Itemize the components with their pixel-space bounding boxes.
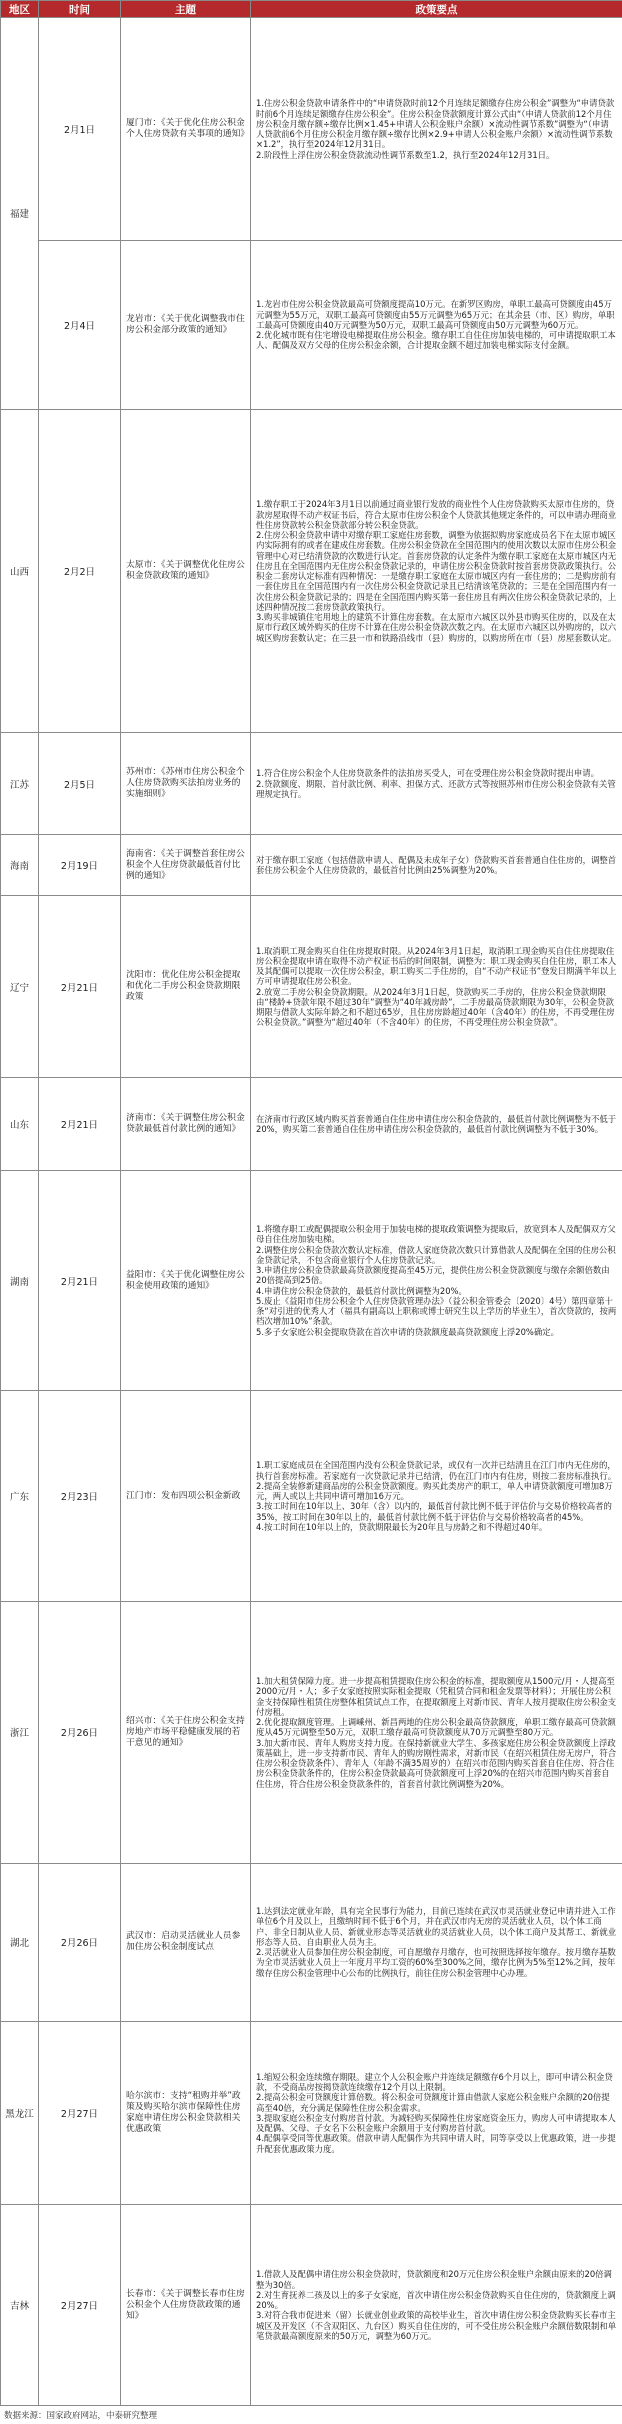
region-cell: 湖南: [1, 1170, 39, 1390]
date-cell: 2月5日: [39, 733, 121, 835]
policy-row: [1, 1863, 622, 2021]
subject-cell: 长春市：《关于调整长春市住房公积金个人住房贷款政策的通知》: [121, 2205, 251, 2406]
policy-row: [1, 1170, 622, 1390]
policy-point: 3.购买非城镇住宅用地上的建筑不计算住房套数。在太原市六城区以外县市购买住房的，以及在太原市行政区域外购买的住房不计算在住房公积金贷款次数之内。在太原市六城区以外购房的，以六城区购房套数认定；在三县一市和铁路沿线市（县）购房的，以购房所在市（县）房屋套数认定。: [256, 612, 617, 643]
points-cell: [251, 2021, 622, 2205]
policy-row: [1, 241, 622, 410]
subject-cell: 苏州市：《苏州市住房公积金个人住房贷款购买法拍房业务的实施细则》: [121, 733, 251, 835]
date-cell: 2月2日: [39, 409, 121, 733]
date-cell: 2月21日: [39, 1078, 121, 1171]
subject-cell: 海南省：《关于调整首套住房公积金个人住房贷款最低首付比例的通知》: [121, 835, 251, 896]
subject-cell: 沈阳市：优化住房公积金提取和优化二手房公积金贷款期限政策: [121, 895, 251, 1077]
policy-point: 1.缩短公积金连续缴存期限。建立个人公积金账户并连续足额缴存6个月以上，即可申请公积金贷款，不受商品房按揭贷款连续缴存12个月以上限制。: [256, 2071, 613, 2093]
policy-point: 3.提取家庭公积金支付购房首付款。为减轻购买保障性住房家庭资金压力，购房人可申请提取本人及配偶、父母、子女名下公积金账户余额用于支付购房首付款。: [256, 2112, 616, 2134]
subject-cell: 益阳市：《关于优化调整住房公积金使用政策的通知》: [121, 1170, 251, 1390]
region-cell: 湖北: [1, 1863, 39, 2021]
policy-point: 1.符合住房公积金个人住房贷款条件的法拍房买受人，可在受理住房公积金贷款时提出申请。: [256, 768, 599, 779]
date-cell: 2月21日: [39, 895, 121, 1077]
subject-cell: 哈尔滨市：支持“租购并举”政策及购买哈尔滨市保障性住房家庭申请住房公积金贷款相关优惠政策: [121, 2021, 251, 2205]
policy-point: 3.按工时间在10年以上、30年（含）以内的，最低首付款比例不低于评估价与交易价格较高者的35%，按工时间在30年以上的，最低首付款比例不低于评估价与交易价格较高者的45%。: [256, 1501, 612, 1522]
points-cell: [251, 1170, 622, 1390]
date-cell: 2月27日: [39, 2021, 121, 2205]
policy-point: 2.住房公积金贷款申请中对缴存职工家庭住房套数，调整为依据拟购房家庭成员名下在太原市城区内实际拥有的或者在建成住房套数。住房公积金贷款在全国范围内的使用次数以太原市住房公积金管理中心对已结清贷款的次数进行认定。首套房贷款的认定条件为缴存职工家庭在太原市城区内无住房且在全国范围内无住房公积金贷款记录的，申请住房公积金贷款时按首套房贷款政策执行。公积金二套房认定标准有四种情况：一是缴存职工家庭在太原市城区内有一套住房的；二是购房前有一套住房且在全国范围内有一次住房公积金贷款记录且已结清该笔贷款的；三是在全国范围内有一次住房公积金贷款记录的；四是在全国范围内购买第一套住房且有两次住房公积金贷款记录的，上述四种情况按二套房贷款政策执行。: [256, 530, 617, 612]
date-cell: 2月23日: [39, 1391, 121, 1602]
points-cell: [251, 1863, 622, 2021]
region-cell: 吉林: [1, 2205, 39, 2406]
date-cell: 2月1日: [39, 18, 121, 241]
policy-point: 4.配偶享受同等优惠政策。借款申请人配偶作为共同申请人时，同等享受以上优惠政策，进一步提升配套优惠政策力度。: [256, 2133, 616, 2154]
policy-point: 2.放宽二手房公积金贷款期限。从2024年3月1日起，贷款购买二手房的，住房公积金贷款期限由“楼龄+贷款年限不超过30年”调整为“40年减房龄”，二手房最高贷款期限为30年，公积金贷款期限与借款人实际年龄之和不超过65岁，且住房房龄超过40年（含40年）的住房，不再受理住房公积金贷款。”调整为“超过40年（不含40年）的住房，不再受理住房公积金贷款”。: [256, 986, 615, 1028]
date-cell: 2月27日: [39, 2205, 121, 2406]
policy-point: 1.将缴存职工或配偶提取公积金用于加装电梯的提取政策调整为提取后，放宽到本人及配偶双方父母自住住房加装电梯。: [256, 1224, 616, 1245]
subject-cell: 江门市：发布四项公积金新政: [121, 1391, 251, 1602]
points-cell: [251, 835, 622, 896]
region-cell: 福建: [1, 18, 39, 410]
region-cell: 浙江: [1, 1602, 39, 1863]
policy-point: 2.提高公积金可贷额度计算倍数。将公积金可贷额度计算由借款人家庭公积金账户余额的20倍提高至40倍，充分满足保障性住房公积金需求。: [256, 2092, 610, 2113]
region-cell: 广东: [1, 1391, 39, 1602]
region-cell: 辽宁: [1, 895, 39, 1077]
header-points: 政策要点: [251, 1, 622, 18]
policy-row: [1, 835, 622, 896]
points-cell: [251, 2205, 622, 2406]
region-cell: 海南: [1, 835, 39, 896]
policy-point: 1.借款人及配偶申请住房公积金贷款时，贷款额度和20万元住房公积金账户余额由原来的20倍调整为30倍。: [256, 2269, 612, 2290]
date-cell: 2月21日: [39, 1170, 121, 1390]
policy-point: 3.加大新市民、青年人购房支持力度。在保持新就业大学生、多孩家庭住房公积金贷款额度上浮政策基础上，进一步支持新市民、青年人的购房刚性需求，对新市民（在绍兴租赁住房无房户，符合住房公积金贷款条件）、青年人（年龄不满35周岁的）在绍兴市范围内购买首套自住住房、符合住房公积金贷款条件的，住房公积金贷款最高可贷款额度可上浮20%的在绍兴市范围内购买首套自住住房，符合住房公积金贷款条件的，首套首付款比例调整为20%。: [256, 1737, 617, 1789]
header-date: 时间: [39, 1, 121, 18]
policy-point: 2.优化提取额度管理。上调嵊州、新昌两地的住房公积金最高贷款额度，单职工缴存最高可贷款额度从45万元调整至50万元，双职工缴存最高可贷款额度从70万元调整至80万元。: [256, 1717, 616, 1738]
policy-point: 2.贷款额度、期限、首付款比例、利率、担保方式、还款方式等按照苏州市住房公积金贷款有关管理规定执行。: [256, 778, 616, 799]
subject-cell: 绍兴市：《关于住房公积金支持房地产市场平稳健康发展的若干意见的通知》: [121, 1602, 251, 1863]
policy-point: 2.阶段性上浮住房公积金贷款流动性调节系数至1.2，执行至2024年12月31日。: [256, 149, 555, 160]
date-cell: 2月26日: [39, 1602, 121, 1863]
policy-point: 1.缴存职工于2024年3月1日以前通过商业银行发放的商业性个人住房贷款购买太原市住房的，贷款房屋取得不动产权证书后，符合太原市住房公积金个人贷款其他规定条件的，可以申请办理商业性住房贷款转公积金贷款部分转公积金贷款。: [256, 499, 617, 530]
subject-cell: 厦门市：《关于优化住房公积金个人住房贷款有关事项的通知》: [121, 18, 251, 241]
header-row: [1, 1, 622, 18]
points-cell: [251, 733, 622, 835]
points-cell: [251, 241, 622, 410]
subject-cell: 武汉市：启动灵活就业人员参加住房公积金制度试点: [121, 1863, 251, 2021]
policy-row: [1, 895, 622, 1077]
subject-cell: 龙岩市：《关于优化调整我市住房公积金部分政策的通知》: [121, 241, 251, 410]
policy-point: 2.灵活就业人员参加住房公积金制度，可自愿缴存月缴存，也可按照选择按年缴存。按月缴存基数为全市灵活就业人员上一年度月平均工资的60%至300%之间，缴存比例为5%至12%之间，按年缴存住房公积金管理中心公布的比例执行，前往住房公积金管理中心办理。: [256, 1947, 616, 1978]
policy-row: [1, 409, 622, 733]
points-cell: [251, 409, 622, 733]
region-cell: 江苏: [1, 733, 39, 835]
policy-point: 4.申请住房公积金贷款的，最低首付款比例调整为20%。: [256, 1285, 467, 1296]
policy-row: [1, 1078, 622, 1171]
policy-point: 2.优化城市既有住宅增设电梯提取住房公积金。缴存职工自住住房加装电梯的，可申请提取职工本人、配偶及双方父母的住房公积金余额，合计提取金额不超过加装电梯实际支付金额。: [256, 330, 616, 351]
policy-point: 4.按工时间在10年以上的，贷款期限最长为20年且与房龄之和不得超过40年。: [256, 1521, 548, 1532]
policy-point: 5.多子女家庭公积金提取贷款在首次申请的贷款额度最高贷款额度上浮20%确定。: [256, 1326, 559, 1337]
points-cell: [251, 18, 622, 241]
policy-point: 对于缴存职工家庭（包括借款申请人、配偶及未成年子女）贷款购买首套普通自住住房的，调整首套住房公积金个人住房贷款的，最低首付比例由25%调整为20%。: [256, 854, 617, 876]
policy-table-body: [1, 18, 622, 2406]
policy-point: 1.取消职工现金购买自住住房提取时限。从2024年3月1日起，取消职工现金购买自住住房提取住房公积金提取申请在取得不动产权证书后的时间限制，调整为：职工现金购买自住住房，职工本人及其配偶可以提取一次住房公积金，职工购买二手住房的，自“不动产权证书”登发日期满半年以上方可申请提取住房公积金。: [256, 945, 617, 987]
policy-point: 1.龙岩市住房公积金贷款最高可贷额度提高10万元。在新罗区购房，单职工最高可贷额度由45万元调整为55万元，双职工最高可贷额度由55万元调整为65万元；在其余县（市、区）购房，单职工最高可贷额度由40万元调整为50万元，双职工最高可贷额度由50万元调整为60万元。: [256, 299, 615, 330]
policy-point: 1.住房公积金贷款申请条件中的“申请贷款时前12个月连续足额缴存住房公积金”调整为“申请贷款时前6个月连续足额缴存住房公积金”。住房公积金贷款额度计算公式由“（申请人贷款前12个月住房公积金月缴存额÷缴存比例×1.45+申请人公积金账户余额）×流动性调节系数”调整为“（申请人贷款前6个月住房公积金月缴存额÷缴存比例×2.9+申请人公积金账户余额）×流动性调节系数×1.2”，执行至2024年12月31日。: [256, 98, 615, 150]
policy-point: 2.对生育抚养二孩及以上的多子女家庭，首次申请住房公积金贷款购买自住住房的，贷款额度上调20%。: [256, 2289, 616, 2311]
policy-point: 2.调整住房公积金贷款次数认定标准，借款人家庭贷款次数只计算借款人及配偶在全国的住房公积金贷款记录，不包含商业银行个人住房贷款记录。: [256, 1244, 616, 1265]
date-cell: 2月26日: [39, 1863, 121, 2021]
region-cell: 山东: [1, 1078, 39, 1171]
policy-point: 1.达到法定就业年龄，具有完全民事行为能力，目前已连续在武汉市灵活就业登记申请并进入工作单位6个月及以上，且缴纳时间不低于6个月，并在武汉市内无房的灵活就业人员，以个体工商户、非全日制从业人员、新就业形态等灵活就业的灵活就业人员，以个体工商户及其帮工、新就业形态等人员、自由职业人员为主。: [256, 1906, 617, 1947]
region-cell: 黑龙江: [1, 2021, 39, 2205]
policy-row: [1, 1602, 622, 1863]
region-cell: 山西: [1, 409, 39, 733]
policy-point: 2.提高全装修新建商品房的公积金贷款额度。购买此类房产的职工，单人申请贷款额度可增加8万元，两人或以上共同申请可增加16万元。: [256, 1480, 613, 1502]
policy-row: [1, 18, 622, 241]
date-cell: 2月19日: [39, 835, 121, 896]
policy-row: [1, 2205, 622, 2406]
policy-row: [1, 733, 622, 835]
subject-cell: 济南市：《关于调整住房公积金贷款最低首付款比例的通知》: [121, 1078, 251, 1171]
policy-point: 3.对符合我市促进来（留）长就业创业政策的高校毕业生，首次申请住房公积金贷款购买长春市主城区及开发区（不含双阳区、九台区）购买自住住房的，可不受住房公积金账户余额倍数限制和单笔贷款最高额度原来的50万元，调整为60万元。: [256, 2310, 617, 2341]
subject-cell: 太原市：《关于调整优化住房公积金贷款政策的通知》: [121, 409, 251, 733]
points-cell: [251, 895, 622, 1077]
policy-point: 5.废止《益阳市住房公积金个人住房贷款管理办法》（益公积金管委会〔2020〕4号）第四章第十条“对引进的优秀人才（福具有副高以上职称或博士研究生以上学历的毕业生），首次贷款的，按两档次增加10%”条款。: [256, 1295, 617, 1327]
policy-row: [1, 1391, 622, 1602]
points-cell: [251, 1391, 622, 1602]
date-cell: 2月4日: [39, 241, 121, 410]
header-region: 地区: [1, 1, 39, 18]
source-note: 数据来源：国家政府网站，中泰研究整理: [4, 2411, 158, 2421]
points-cell: [251, 1602, 622, 1863]
policy-point: 1.加大租赁保障力度。进一步提高租赁提取住房公积金的标准，提取额度从1500元/月・人提高至2000元/月・人；多子女家庭按照实际租金提取（凭租赁合同和租金发票等材料）；开展住房公积金支持保障性租赁住房整体租赁试点工作，在提取额度上对新市民、青年人按月提取住房公积金支付房租。: [256, 1676, 617, 1717]
header-subject: 主题: [121, 1, 251, 18]
policy-point: 3.申请住房公积金贷款最高贷款额度提高至45万元，提供住房公积金贷款额度与缴存余额倍数由20倍提高到25倍。: [256, 1265, 610, 1286]
policy-point: 1.职工家庭成员在全国范围内没有公积金贷款记录，或仅有一次并已结清且在江门市内无住房的，执行首套房标准。若家庭有一次贷款记录并已结清，仍在江门市内有住房，则按二套房标准执行。: [256, 1460, 617, 1481]
points-cell: [251, 1078, 622, 1171]
policy-point: 在济南市行政区域内购买首套普通自住住房申请住房公积金贷款的，最低首付款比例调整为不低于20%，购买第二套普通自住住房申请住房公积金贷款的，最低首付款比例调整为不低于30%。: [256, 1113, 617, 1135]
policy-row: [1, 2021, 622, 2205]
